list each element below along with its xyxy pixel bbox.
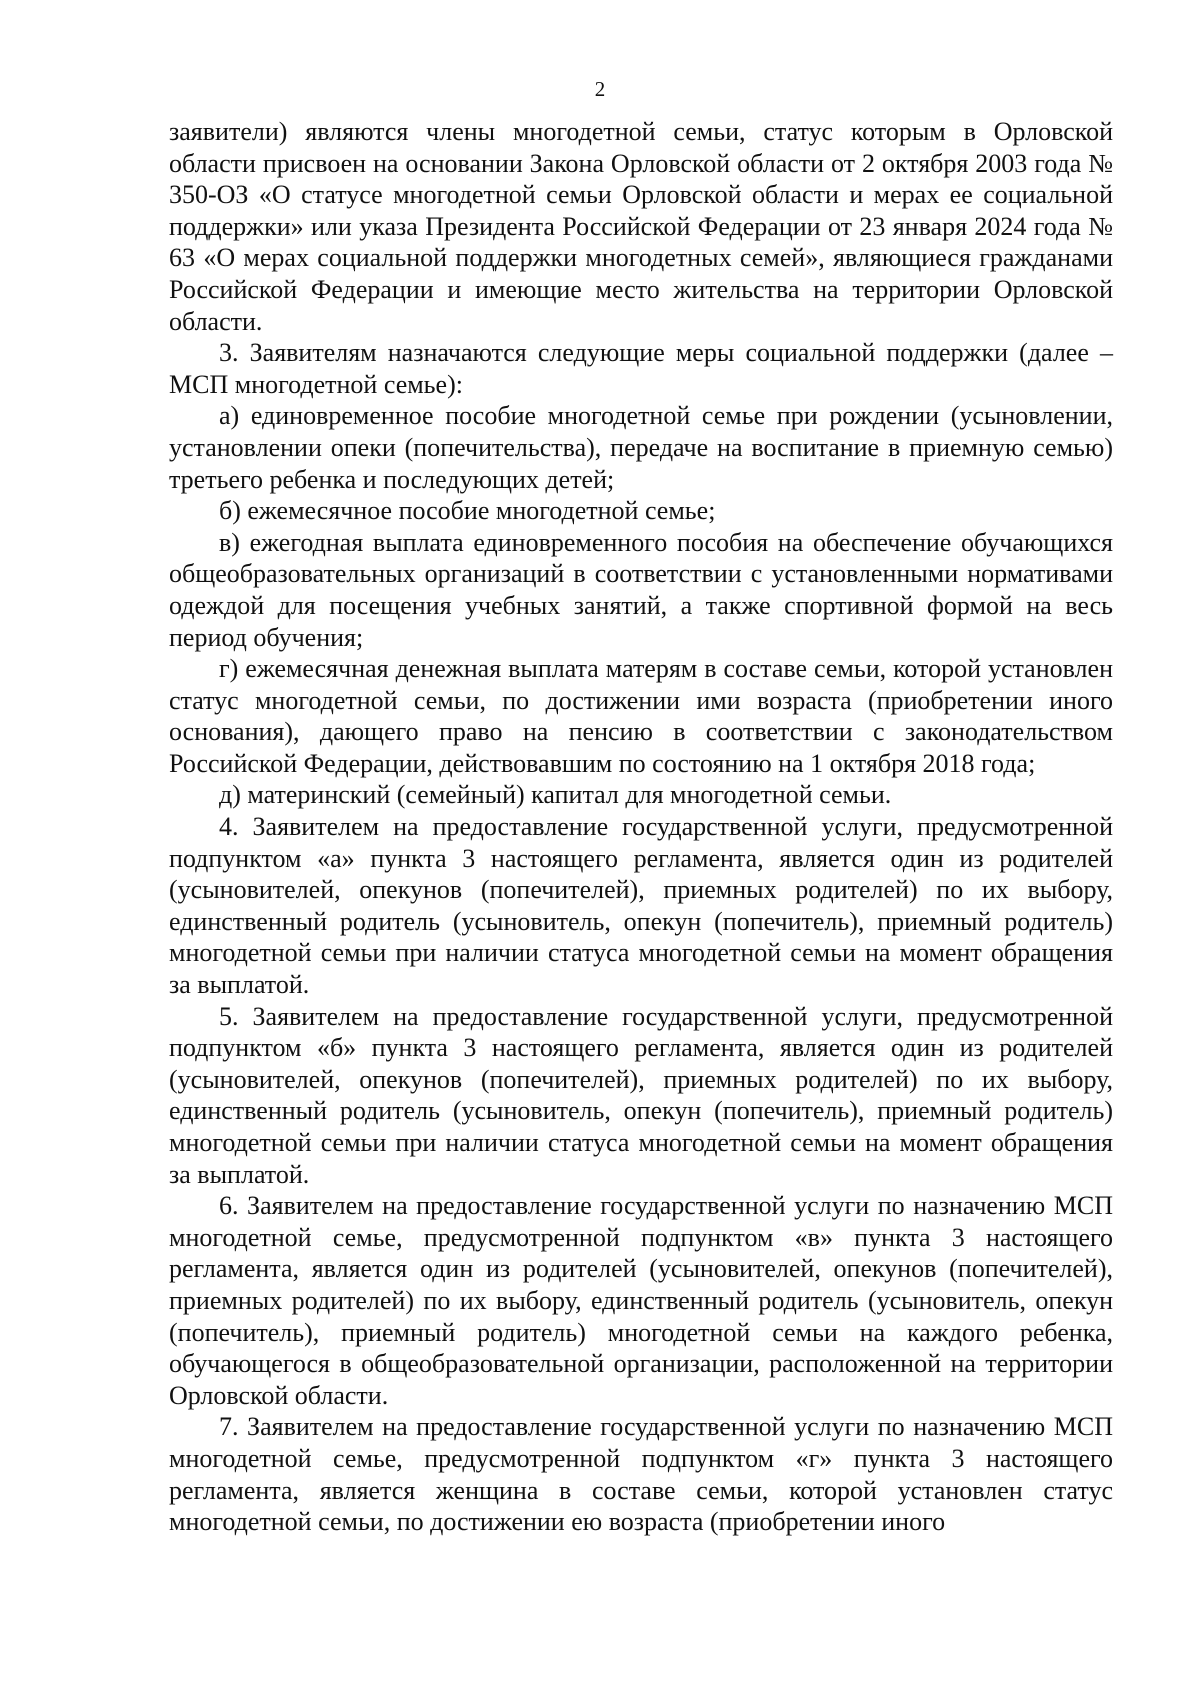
paragraph: 3. Заявителям назначаются следующие меры социальной поддержки (далее – МСП многодетной семье):	[169, 338, 1113, 399]
paragraph: а) единовременное пособие многодетной семье при рождении (усыновлении, установлении опеки (попечительства), передаче на воспитание в приемную семью) третьего ребенка и последующих детей;	[169, 401, 1113, 494]
paragraph: г) ежемесячная денежная выплата матерям в составе семьи, которой установлен статус многодетной семьи, по достижении ими возраста (приобретении иного основания), дающего право на пенсию в соответствии с законодательством Российской Федерации, действовавшим по состоянию на 1 октября 2018 года;	[169, 654, 1113, 778]
paragraph: б) ежемесячное пособие многодетной семье;	[219, 496, 716, 526]
paragraph: в) ежегодная выплата единовременного пособия на обеспечение обучающихся общеобразовательных организаций в соответствии с установленными нормативами одеждой для посещения учебных занятий, а также спортивной формой на весь период обучения;	[169, 527, 1113, 652]
page-number: 2	[594, 77, 606, 101]
paragraph: д) материнский (семейный) капитал для многодетной семьи.	[219, 780, 892, 810]
paragraph: 7. Заявителем на предоставление государственной услуги по назначению МСП многодетной семье, предусмотренной подпунктом «г» пункта 3 настоящего регламента, является женщина в составе семьи, которой установлен статус многодетной семьи, по достижении ею возраста (приобретении иного	[169, 1412, 1113, 1537]
paragraph: 6. Заявителем на предоставление государственной услуги по назначению МСП многодетной семье, предусмотренной подпунктом «в» пункта 3 настоящего регламента, является один из родителей (усыновителей, опекунов (попечителей), приемных родителей) по их выбору, единственный родитель (усыновитель, опекун (попечитель), приемный родитель) многодетной семьи на каждого ребенка, обучающегося в общеобразовательной организации, расположенной на территории Орловской области.	[169, 1191, 1113, 1410]
document-body	[169, 116, 1113, 1538]
paragraph: 5. Заявителем на предоставление государственной услуги, предусмотренной подпунктом «б» пункта 3 настоящего регламента, является один из родителей (усыновителей, опекунов (попечителей), приемных родителей) по их выбору, единственный родитель (усыновитель, опекун (попечитель), приемный родитель) многодетной семьи при наличии статуса многодетной семьи на момент обращения за выплатой.	[169, 1001, 1113, 1189]
paragraph: заявители) являются члены многодетной семьи, статус которым в Орловской области присвоен на основании Закона Орловской области от 2 октября 2003 года № 350-ОЗ «О статусе многодетной семьи Орловской области и мерах ее социальной поддержки» или указа Президента Российской Федерации от 23 января 2024 года № 63 «О мерах социальной поддержки многодетных семей», являющиеся гражданами Российской Федерации и имеющие место жительства на территории Орловской области.	[169, 117, 1113, 336]
paragraph: 4. Заявителем на предоставление государственной услуги, предусмотренной подпунктом «а» пункта 3 настоящего регламента, является один из родителей (усыновителей, опекунов (попечителей), приемных родителей) по их выбору, единственный родитель (усыновитель, опекун (попечитель), приемный родитель) многодетной семьи при наличии статуса многодетной семьи на момент обращения за выплатой.	[169, 812, 1113, 1000]
